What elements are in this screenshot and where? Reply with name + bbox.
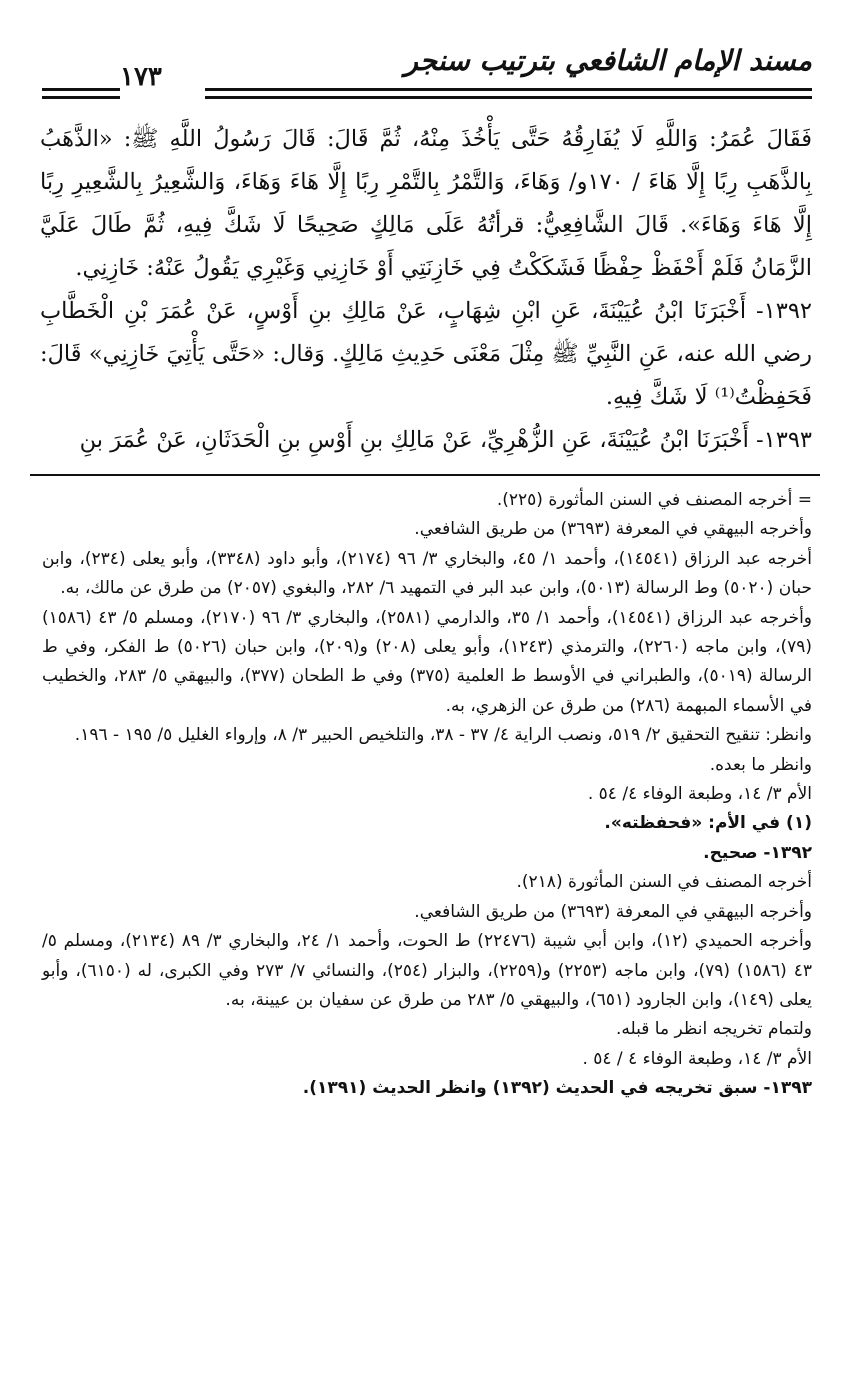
note-line: أخرجه المصنف في السنن المأثورة (٢١٨). <box>516 872 812 893</box>
note-line: وأخرجه البيهقي في المعرفة (٣٦٩٣) من طريق الشافعي. <box>414 519 812 540</box>
note-line: الأم ٣/ ١٤، وطبعة الوفاء ٤/ ٥٤ . <box>587 784 812 805</box>
note-paragraph: وأخرجه الحميدي (١٢)، وابن أبي شيبة (٢٢٤٧٦) ط الحوت، وأحمد ١/ ٢٤، والبخاري ٣/ ٨٩ (٢١٣٤)، ومسلم ٥/ ٤٣ (١٥٨٦) (٧٩)، وابن ماجه (٢٢٥٣) و(٢٢٥٩)، والبزار (٢٥٤)، والنسائي ٧/ ٢٧٣ وفي الكبرى، له (٦١٥٠)، وأبو يعلى (١٤٩)، وابن الجارود (٦٥١)، والبيهقي ٥/ ٢٨٣ من طرق عن سفيان بن عيينة، به. <box>42 931 812 1010</box>
note-line: وأخرجه البيهقي في المعرفة (٣٦٩٣) من طريق الشافعي. <box>414 901 812 922</box>
note-paragraph: وأخرجه عبد الرزاق (١٤٥٤١)، وأحمد ١/ ٣٥، والدارمي (٢٥٨١)، والبخاري ٣/ ٩٦ (٢١٧٠)، ومسلم ٥/ ٤٣ (١٥٨٦) (٧٩)، وابن ماجه (٢٢٦٠)، والترمذي (١٢٤٣)، وأبو يعلى (٢٠٨) و(٢٠٩)، وابن حبان (٥٠٢٦) ط الفكر، وفي ط الرسالة (٥٠١٩)، والطبراني في الأوسط ط العلمية (٣٧٥) وفي ط الطحان (٣٧٧)، والبيهقي ٥/ ٢٨٣، والخطيب في الأسماء المبهمة (٢٨٦) من طرق عن الزهري، به. <box>42 607 813 716</box>
note-line: وانظر ما بعده. <box>709 754 812 775</box>
running-header <box>38 44 812 102</box>
hadith-1393: ١٣٩٣- أَخْبَرَنَا ابْنُ عُيَيْنَةَ، عَنِ الزُّهْرِيِّ، عَنْ مَالِكِ بنِ أَوْسِ بنِ الْحَدَثَانِ، عَنْ عُمَرَ بنِ <box>79 427 812 453</box>
page-number: ١٧٣ <box>120 62 162 92</box>
note-line: ولتمام تخريجه انظر ما قبله. <box>615 1019 812 1040</box>
running-head-title: مسند الإمام الشافعي بترتيب سنجر <box>404 44 812 77</box>
note-heading-1393: ١٣٩٣- سبق تخريجه في الحديث (١٣٩٢) وانظر الحديث (١٣٩١). <box>302 1078 812 1099</box>
hadith-text-continued: فَقَالَ عُمَرُ: وَاللَّهِ لَا يُفَارِقُهُ حَتَّى يَأْخُذَ مِنْهُ، ثُمَّ قَالَ: قَالَ رَسُولُ اللَّهِ ﷺ: «الذَّهَبُ بِالذَّهَبِ رِبًا إِلَّا هَاءَ / ١٧٠و/ وَهَاءَ، وَالتَّمْرُ بِالتَّمْرِ رِبًا إِلَّا هَاءَ وَهَاءَ، وَالشَّعِيرُ بِالشَّعِيرِ رِبًا إِلَّا هَاءَ وَهَاءَ». قَالَ الشَّافِعِيُّ: قرأتُهُ عَلَى مَالِكٍ صَحِيحًا لَا شَكَّ فِيهِ، ثُمَّ طَالَ عَلَيَّ الزَّمَانُ فَلَمْ أَحْفَظْ حِفْظًا فَشَكَكْتُ فِي خَازِنَتِي أَوْ خَازِنِي وَغَيْرِي يَقُولُ عَنْهُ: خَازِنِي. <box>40 126 812 281</box>
hadith-1392: ١٣٩٢- أَخْبَرَنَا ابْنُ عُيَيْنَةَ، عَنِ ابْنِ شِهَابٍ، عَنْ مَالِكِ بنِ أَوْسٍ، عَنْ عُمَرَ بْنِ الْخَطَّابِ رضي الله عنه، عَنِ النَّبِيِّ ﷺ مِثْلَ مَعْنَى حَدِيثِ مَالِكٍ. وَقال: «حَتَّى يَأْتِيَ خَازِنِي» قَالَ: فَحَفِظْتُ⁽¹⁾ لَا شَكَّ فِيهِ. <box>40 298 812 410</box>
note-paragraph: أخرجه عبد الرزاق (١٤٥٤١)، وأحمد ١/ ٤٥، والبخاري ٣/ ٩٦ (٢١٧٤)، وأبو داود (٣٣٤٨)، وأبو يعلى (٢٣٤)، وابن حبان (٥٠٢٠) وط الرسالة (٥٠١٣)، وابن عبد البر في التمهيد ٦/ ٢٨٢، والبغوي (٢٠٥٧) من طرق عن مالك، به. <box>42 548 812 599</box>
note-line: = أخرجه المصنف في السنن المأثورة (٢٢٥). <box>496 490 812 510</box>
note-line: الأم ٣/ ١٤، وطبعة الوفاء ٤ / ٥٤ . <box>582 1048 812 1069</box>
header-rule-top <box>205 88 812 91</box>
footnote-1: (١) في الأم: «فحفظته». <box>604 813 812 834</box>
header-rule-left-bottom <box>42 96 120 99</box>
note-heading-1392: ١٣٩٢- صحيح. <box>703 842 812 863</box>
footnotes <box>42 486 812 1104</box>
footnote-separator <box>30 474 820 476</box>
header-rule-left-top <box>42 88 120 91</box>
header-rule-bottom <box>205 96 812 99</box>
note-paragraph: وانظر: تنقيح التحقيق ٢/ ٥١٩، ونصب الراية ٤/ ٣٧ - ٣٨، والتلخيص الحبير ٣/ ٨، وإرواء الغليل ٥/ ١٩٥ - ١٩٦. <box>74 725 812 746</box>
main-text <box>40 118 812 462</box>
